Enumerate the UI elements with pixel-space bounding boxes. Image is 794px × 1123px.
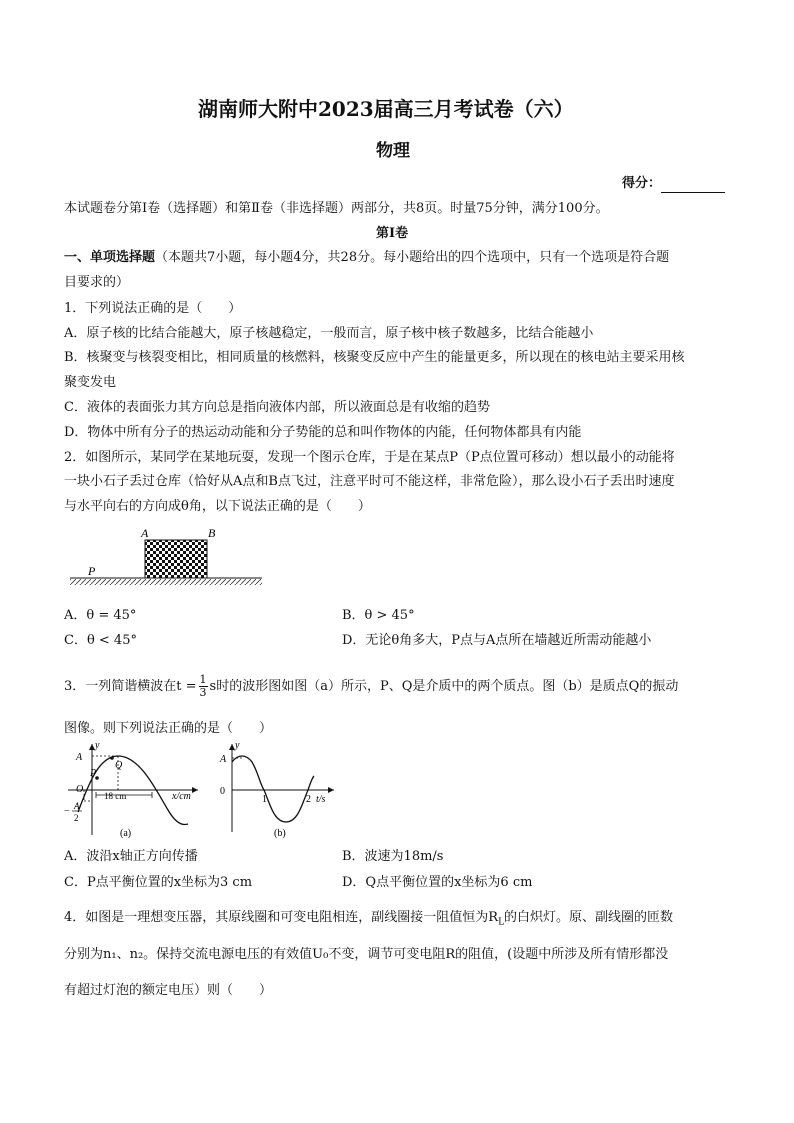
fig-b-t: t/s: [316, 794, 326, 805]
q3-fraction: [199, 674, 208, 699]
q2-warehouse-figure: [66, 524, 266, 596]
q2-line2: 一块小石子丢过仓库（恰好从A点和B点飞过，注意平时可不能这样，非常危险），那么设小石子丢出时速度: [64, 474, 675, 489]
q3-frac-den: 3: [199, 686, 207, 699]
q3-frac-num: 1: [199, 673, 207, 686]
q4-line2: 分别为n₁、n₂。保持交流电源电压的有效值U₀不变，调节可变电阻R的阻值，(设题中所涉及所有情形都没: [64, 947, 669, 962]
q2-line1: 2．如图所示，某同学在某地玩耍，发现一个图示仓库，于是在某点P（P点位置可移动）想以最小的动能将: [64, 450, 675, 465]
x-axis-arrow: [192, 787, 198, 793]
fig-a-q: Q: [115, 760, 123, 771]
fig-a-half-num: A: [74, 801, 80, 811]
q3-line1-post: s时的波形图如图（a）所示，P、Q是介质中的两个质点。图（b）是质点Q的振动: [209, 679, 679, 694]
fig-b-zero: 0: [220, 786, 225, 797]
fig-b-one: 1: [262, 794, 267, 805]
q3-line1: [64, 672, 678, 702]
section-heading: [64, 249, 669, 267]
fig-b-y: y: [235, 740, 240, 751]
fig-a-half-den: 2: [74, 813, 79, 823]
label-p: P: [88, 564, 96, 578]
q3-option-b: B．波速为18m/s: [342, 849, 444, 864]
section-heading-rest: （本题共7小题，每小题4分，共28分。每小题给出的四个选项中，只有一个选项是符合题: [155, 250, 670, 265]
part-one-heading: 第Ⅰ卷: [376, 226, 409, 241]
fig-a-x: x/cm: [172, 791, 191, 802]
q1-stem: 1．下列说法正确的是（ ）: [64, 301, 242, 316]
q2-option-a: A．θ = 45°: [64, 608, 137, 623]
score-label: 得分：: [622, 176, 662, 191]
warehouse-block: [145, 540, 207, 578]
q2-line3: 与水平向右的方向成θ角，以下说法正确的是（ ）: [64, 499, 371, 514]
q4-line1: [64, 909, 673, 932]
label-a: A: [141, 526, 149, 540]
q3-line2: 图像。则下列说法正确的是（ ）: [64, 721, 273, 736]
score-field: [622, 175, 725, 193]
q3-option-c: C．P点平衡位置的x坐标为3 cm: [64, 875, 253, 890]
q4-subscript: L: [498, 917, 505, 928]
score-blank: [661, 179, 725, 193]
q2-option-b: B．θ > 45°: [342, 608, 415, 623]
section-heading-bold: 一、单项选择题: [64, 250, 156, 265]
section-heading-cont: 目要求的）: [64, 275, 130, 290]
exam-title: 湖南师大附中2023届高三月考试卷（六）: [198, 97, 574, 121]
fig-b-two: 2: [306, 794, 311, 805]
ground-hatch: [70, 579, 262, 585]
q3-option-a: A．波沿x轴正方向传播: [64, 849, 198, 864]
t-axis-arrow: [328, 787, 334, 793]
label-b: B: [208, 526, 216, 540]
fig-a-amp: A: [76, 752, 83, 763]
q3-wave-figure-a: [60, 740, 210, 840]
q3-line1-pre: 3．一列简谐横波在t =: [64, 679, 197, 694]
q1-option-d: D．物体中所有分子的热运动动能和分子势能的总和叫作物体的内能，任何物体都具有内能: [64, 425, 582, 440]
fig-b-caption: (b): [274, 828, 286, 839]
q2-option-d: D．无论θ角多大，P点与A点所在墙越近所需动能越小: [342, 633, 652, 648]
q1-option-b-cont: 聚变发电: [64, 375, 117, 390]
point-q: [110, 756, 114, 760]
fig-a-distance: 18 cm: [104, 791, 127, 801]
subject-title: 物理: [376, 141, 410, 161]
q1-option-a: A．原子核的比结合能越大，原子核越稳定，一般而言，原子核中核子数越多，比结合能越小: [64, 326, 594, 341]
q1-option-c: C．液体的表面张力其方向总是指向液体内部，所以液面总是有收缩的趋势: [64, 400, 490, 415]
fig-a-caption: (a): [120, 828, 132, 839]
fig-a-y: y: [95, 740, 100, 751]
intro-text: 本试题卷分第Ⅰ卷（选择题）和第Ⅱ卷（非选择题）两部分，共8页。时量75分钟，满分100分。: [64, 201, 609, 216]
fig-a-origin: O: [76, 784, 84, 795]
q4-line1-post: 的白炽灯。原、副线圈的匝数: [504, 910, 674, 925]
fig-a-neg: −: [64, 806, 70, 817]
q4-line1-pre: 4．如图是一理想变压器，其原线圈和可变电阻相连，副线圈接一阻值恒为R: [64, 910, 499, 925]
fig-a-p: P: [90, 768, 97, 779]
q3-option-d: D．Q点平衡位置的x坐标为6 cm: [342, 875, 533, 890]
q2-option-c: C．θ < 45°: [64, 633, 137, 648]
q3-vibration-figure-b: [212, 740, 342, 840]
fig-b-amp: A: [220, 754, 227, 765]
q4-line3: 有超过灯泡的额定电压）则（ ）: [64, 983, 273, 998]
vibration-curve: [232, 756, 314, 822]
q1-option-b: B．核聚变与核裂变相比，相同质量的核燃料，核聚变反应中产生的能量更多，所以现在的核电站主要采用核: [64, 350, 685, 365]
